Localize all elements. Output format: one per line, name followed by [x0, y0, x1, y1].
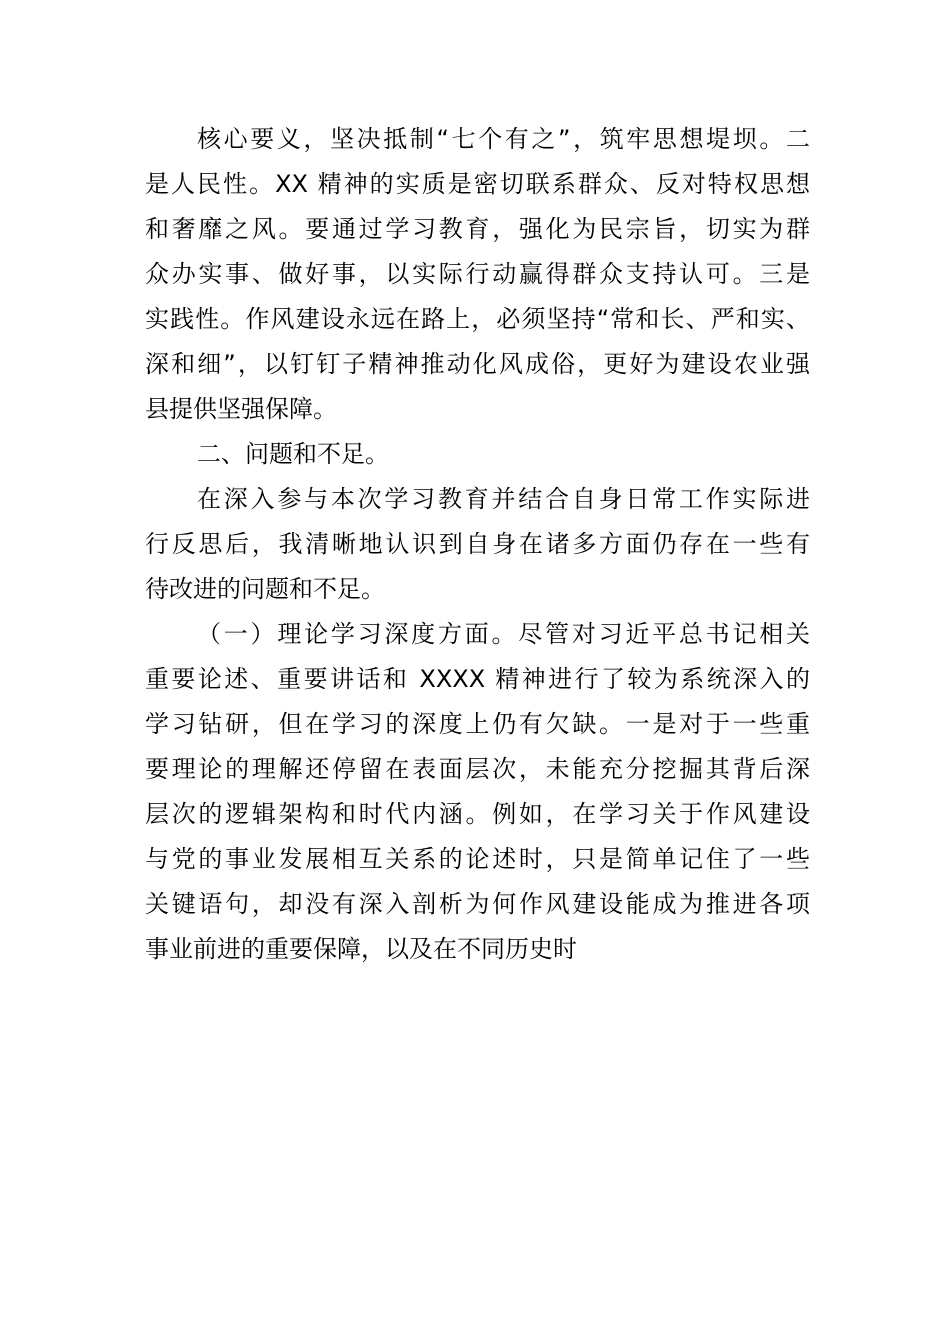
document-body	[145, 117, 810, 972]
paragraph-line: 关键语句，却没有深入剖析为何作风建设能成为推进各项	[145, 890, 810, 918]
paragraph-line: 众办实事、做好事，以实际行动赢得群众支持认可。三是	[145, 260, 810, 288]
paragraph-line: 是人民性。XX 精神的实质是密切联系群众、反对特权思想	[145, 170, 810, 198]
paragraph-line: 实践性。作风建设永远在路上，必须坚持“常和长、严和实、	[145, 305, 810, 333]
paragraph-line: 层次的逻辑架构和时代内涵。例如，在学习关于作风建设	[145, 800, 810, 828]
paragraph-line: 待改进的问题和不足。	[145, 575, 385, 603]
paragraph-line: 深和细”，以钉钉子精神推动化风成俗，更好为建设农业强	[145, 350, 810, 378]
paragraph-line: 和奢靡之风。要通过学习教育，强化为民宗旨，切实为群	[145, 215, 810, 243]
paragraph-line: 行反思后，我清晰地认识到自身在诸多方面仍存在一些有	[145, 530, 810, 558]
paragraph-line: 重要论述、重要讲话和 XXXX 精神进行了较为系统深入的	[145, 665, 810, 693]
paragraph-line: （一）理论学习深度方面。尽管对习近平总书记相关	[197, 620, 810, 648]
section-heading: 二、问题和不足。	[197, 440, 389, 468]
paragraph-line: 县提供坚强保障。	[145, 395, 337, 423]
paragraph-line: 事业前进的重要保障，以及在不同历史时	[145, 935, 577, 963]
paragraph-line: 学习钻研，但在学习的深度上仍有欠缺。一是对于一些重	[145, 710, 810, 738]
paragraph-line: 要理论的理解还停留在表面层次，未能充分挖掘其背后深	[145, 755, 810, 783]
paragraph-line: 与党的事业发展相互关系的论述时，只是简单记住了一些	[145, 845, 810, 873]
paragraph-line: 在深入参与本次学习教育并结合自身日常工作实际进	[197, 485, 810, 513]
paragraph-line: 核心要义，坚决抵制“七个有之”，筑牢思想堤坝。二	[197, 125, 810, 153]
